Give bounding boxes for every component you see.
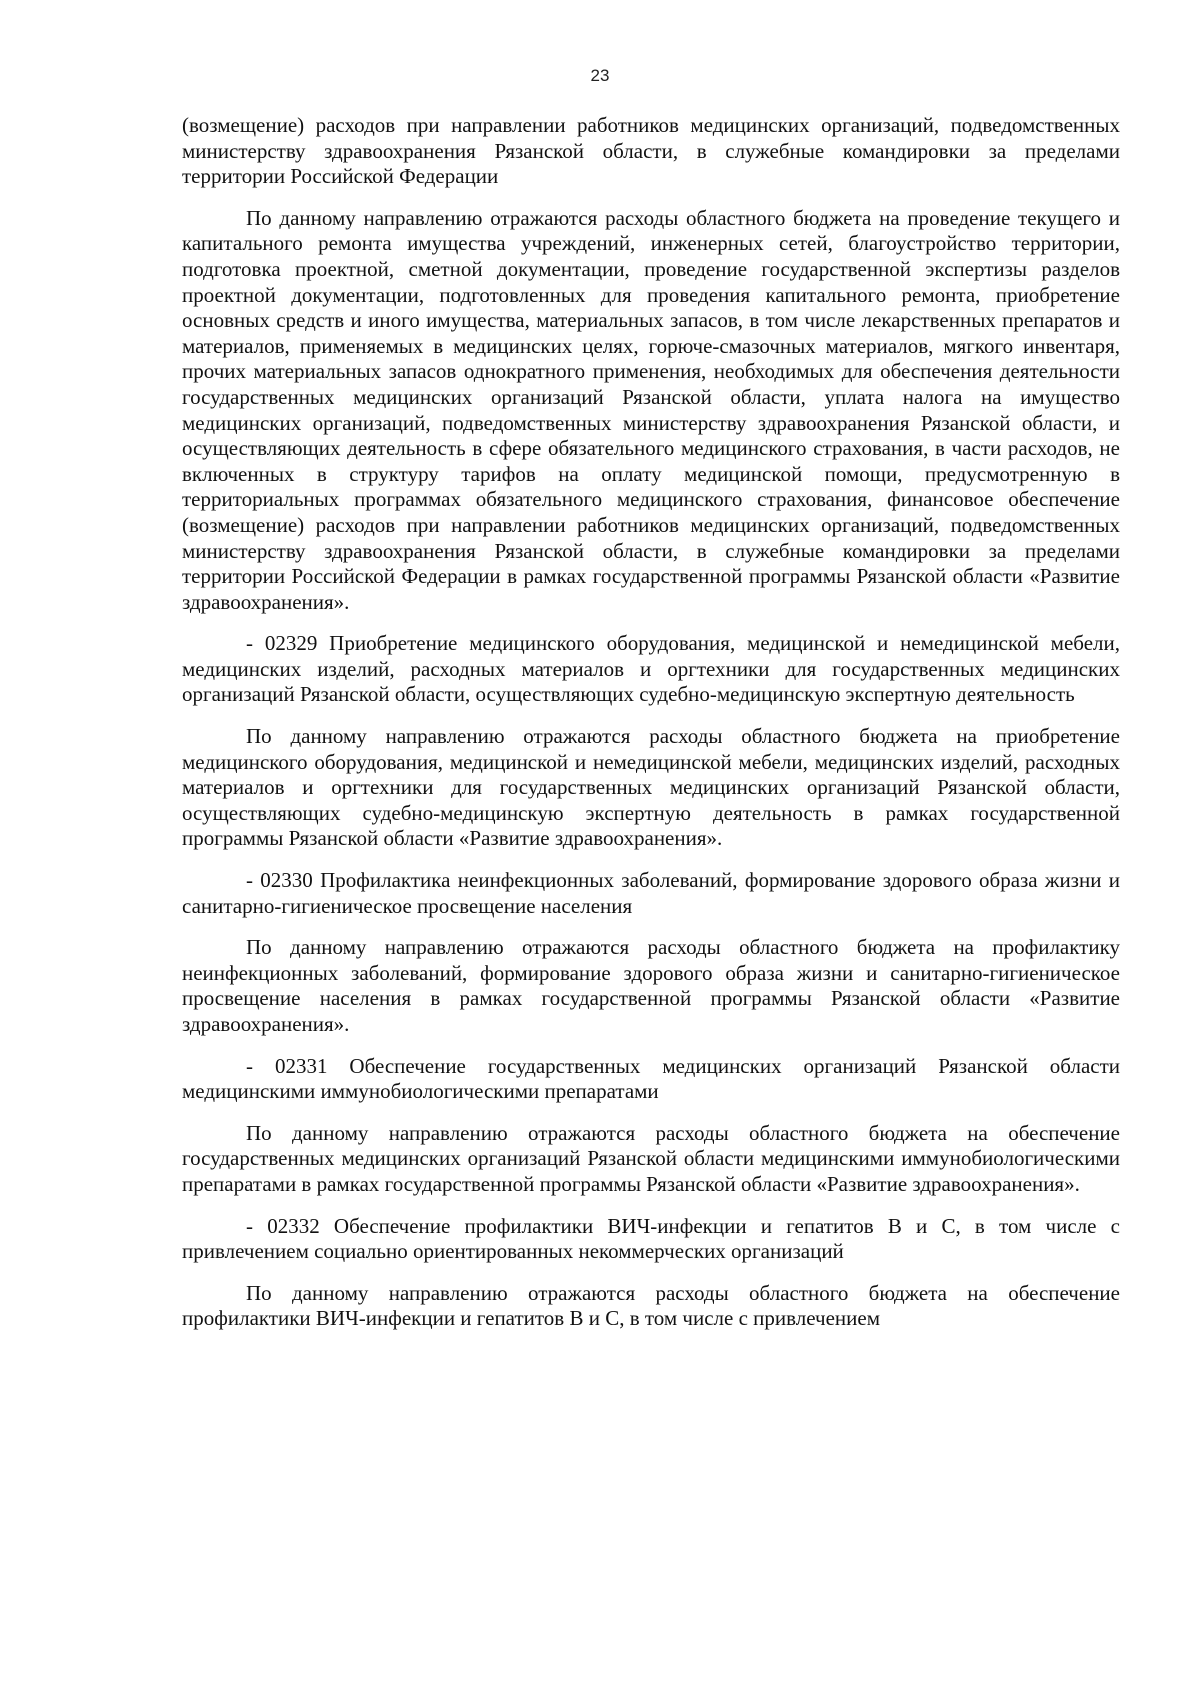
section-heading-02330: - 02330 Профилактика неинфекционных заболеваний, формирование здорового образа жизни и санитарно-гигиеническое просвещение населения <box>182 868 1120 918</box>
section-heading-02331: - 02331 Обеспечение государственных медицинских организаций Рязанской области медицинскими иммунобиологическими препаратами <box>182 1053 1120 1104</box>
paragraph-description: По данному направлению отражаются расходы областного бюджета на обеспечение государственных медицинских организаций Рязанской области медицинскими иммунобиологическими препаратами в рамках государственной программы Рязанской области «Развитие здравоохранения». <box>182 1120 1120 1196</box>
paragraph-description: По данному направлению отражаются расходы областного бюджета на приобретение медицинского оборудования, медицинской и немедицинской мебели, медицинских изделий, расходных материалов и оргтехники для государственных медицинских организаций Рязанской области, осуществляющих судебно-медицинскую экспертную деятельность в рамках государственной программы Рязанской области «Развитие здравоохранения». <box>182 724 1120 851</box>
page-number: 23 <box>590 66 610 85</box>
paragraph-description: По данному направлению отражаются расходы областного бюджета на обеспечение профилактики ВИЧ-инфекции и гепатитов В и С, в том числе с привлечением <box>182 1280 1120 1331</box>
paragraph-description: По данному направлению отражаются расходы областного бюджета на профилактику неинфекционных заболеваний, формирование здорового образа жизни и санитарно-гигиеническое просвещение населения в рамках государственной программы Рязанской области «Развитие здравоохранения». <box>182 935 1120 1036</box>
section-heading-02329: - 02329 Приобретение медицинского оборудования, медицинской и немедицинской мебели, медицинских изделий, расходных материалов и оргтехники для государственных медицинских организаций Рязанской области, осуществляющих судебно-медицинскую экспертную деятельность <box>182 631 1120 707</box>
paragraph-description: По данному направлению отражаются расходы областного бюджета на проведение текущего и капитального ремонта имущества учреждений, инженерных сетей, благоустройство территории, подготовка проектной, сметной документации, проведение государственной экспертизы разделов проектной документации, подготовленных для проведения капитального ремонта, приобретение основных средств и иного имущества, материальных запасов, в том числе лекарственных препаратов и материалов, применяемых в медицинских целях, горюче-смазочных материалов, мягкого инвентаря, прочих материальных запасов однократного применения, необходимых для обеспечения деятельности государственных медицинских организаций Рязанской области, уплата налога на имущество медицинских организаций, подведомственных министерству здравоохранения Рязанской области, и осуществляющих деятельность в сфере обязательного медицинского страхования, в части расходов, не включенных в структуру тарифов на оплату медицинской помощи, предусмотренную в территориальных программах обязательного медицинского страхования, финансовое обеспечение (возмещение) расходов при направлении работников медицинских организаций, подведомственных министерству здравоохранения Рязанской области, в служебные командировки за пределами территории Российской Федерации в рамках государственной программы Рязанской области «Развитие здравоохранения». <box>182 205 1120 614</box>
document-body <box>182 113 1120 1332</box>
section-heading-02332: - 02332 Обеспечение профилактики ВИЧ-инфекции и гепатитов В и С, в том числе с привлечением социально ориентированных некоммерческих организаций <box>182 1213 1120 1264</box>
paragraph-continuation: (возмещение) расходов при направлении работников медицинских организаций, подведомственных министерству здравоохранения Рязанской области, в служебные командировки за пределами территории Российской Федерации <box>182 113 1120 189</box>
